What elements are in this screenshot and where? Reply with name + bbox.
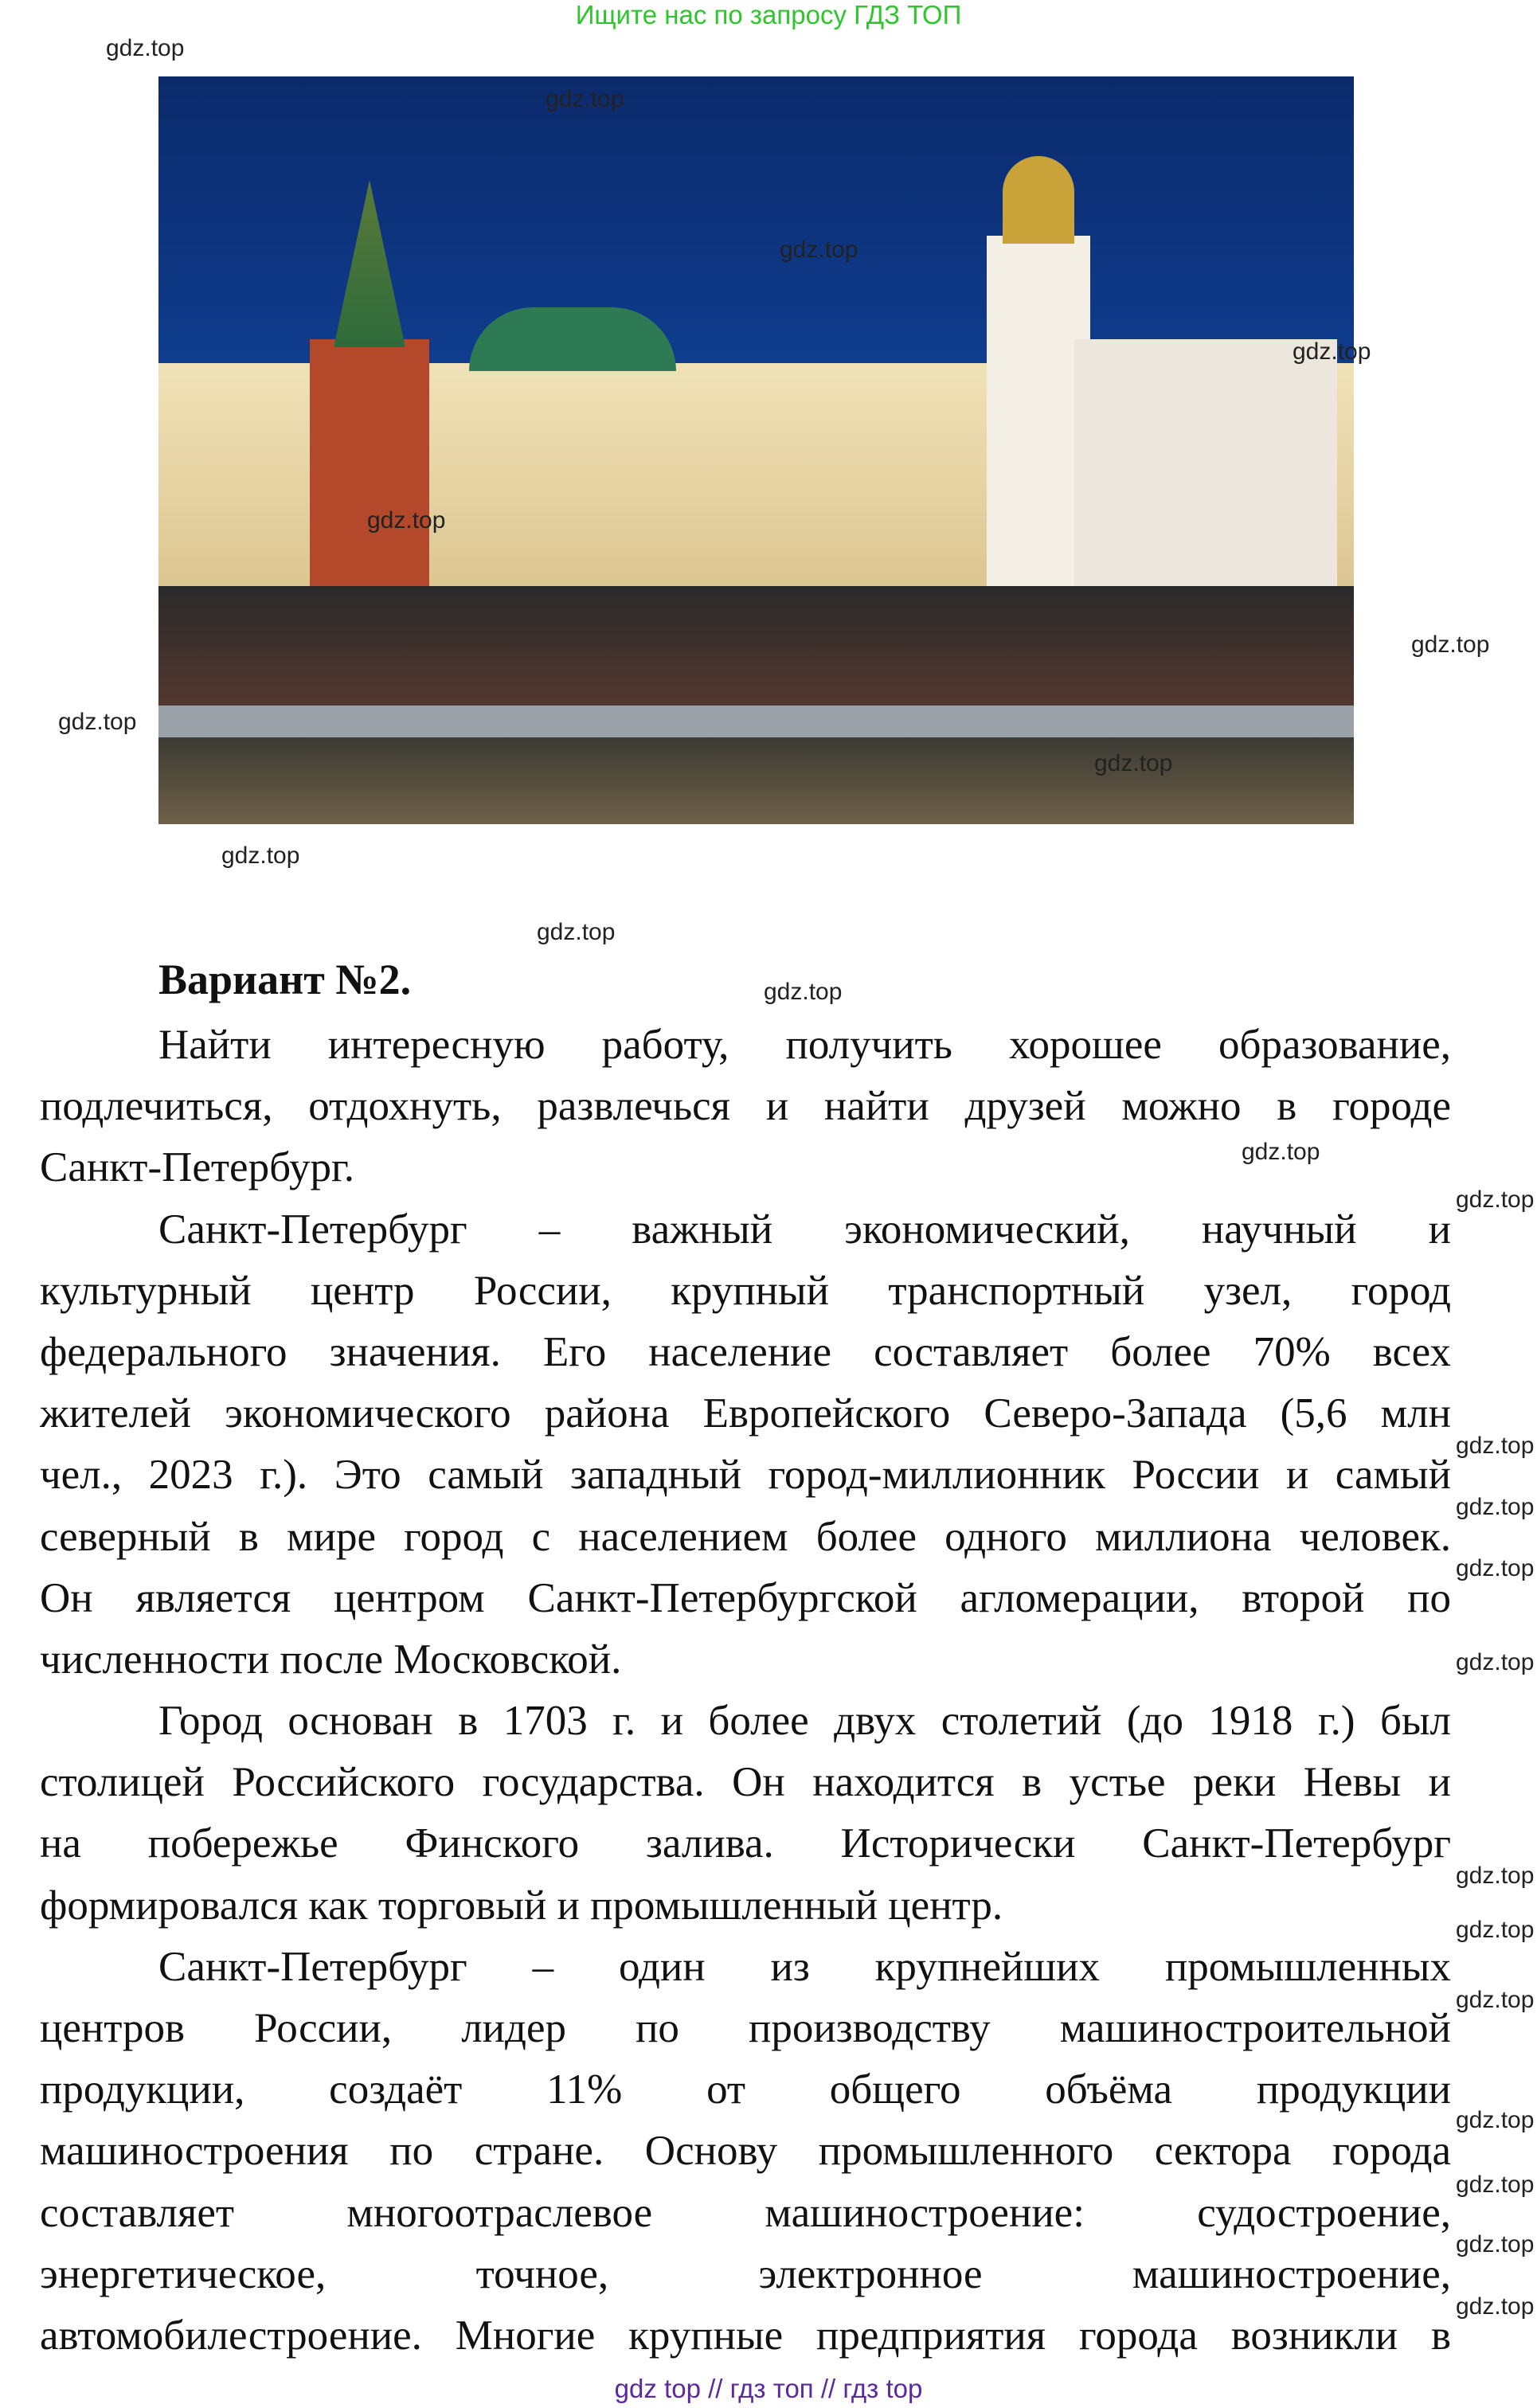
golden-dome (1003, 156, 1074, 244)
watermark: gdz.top (1456, 1433, 1535, 1459)
watermark: gdz.top (1293, 338, 1371, 365)
text-line: формировался как торговый и промышленный центр. (40, 1882, 1003, 1929)
watermark: gdz.top (1456, 1863, 1535, 1889)
text-line: Город основан в 1703 г. и более двух столетий (до 1918 г.) был (158, 1698, 1451, 1745)
text-line: жителей экономического района Европейского Северо-Запада (5,6 млн (40, 1390, 1451, 1437)
watermark: gdz.top (1094, 750, 1173, 776)
river (158, 737, 1354, 824)
watermark: gdz.top (1411, 631, 1490, 658)
text-line: продукции, создаёт 11% от общего объёма продукции (40, 2066, 1451, 2113)
text-line: энергетическое, точное, электронное машиностроение, (40, 2250, 1451, 2297)
watermark: gdz.top (106, 35, 185, 61)
text-line: подлечиться, отдохнуть, развлечься и найти друзей можно в городе (40, 1083, 1451, 1130)
watermark: gdz.top (764, 979, 843, 1005)
text-line: Санкт-Петербург. (40, 1144, 355, 1191)
text-line: федерального значения. Его население составляет более 70% всех (40, 1328, 1451, 1375)
watermark: gdz.top (1456, 1649, 1535, 1675)
watermark: gdz.top (546, 86, 624, 112)
kremlin-photo (158, 76, 1354, 824)
watermark: gdz.top (367, 507, 446, 534)
watermark: gdz.top (1456, 1917, 1535, 1943)
watermark: gdz.top (1242, 1139, 1320, 1165)
text-line: Санкт-Петербург – важный экономический, научный и (158, 1206, 1451, 1253)
watermark: gdz.top (1456, 2231, 1535, 2258)
watermark: gdz.top (1456, 2107, 1535, 2133)
text-line: культурный центр России, крупный транспортный узел, город (40, 1267, 1451, 1314)
body-text (40, 1014, 1451, 2367)
watermark: gdz.top (1456, 2293, 1535, 2320)
watermark: gdz.top (1456, 1494, 1535, 1520)
tower-spire (334, 180, 405, 347)
text-line: Санкт-Петербург – один из крупнейших промышленных (158, 1943, 1451, 1990)
watermark: gdz.top (780, 236, 858, 263)
text-line: столицей Российского государства. Он находится в устье реки Невы и (40, 1759, 1451, 1806)
text-line: на побережье Финского залива. Исторически Санкт-Петербург (40, 1820, 1451, 1867)
text-line: составляет многоотраслевое машиностроение: судостроение, (40, 2189, 1451, 2236)
watermark: gdz.top (537, 919, 616, 945)
watermark: gdz.top (1456, 2172, 1535, 2198)
search-banner[interactable]: Ищите нас по запросу ГДЗ ТОП (575, 0, 962, 29)
variant-heading: Вариант №2. (158, 956, 412, 1003)
bridge (158, 706, 1354, 737)
text-line: северный в мире город с населением более одного миллиона человек. (40, 1513, 1451, 1560)
text-line: Найти интересную работу, получить хорошее образование, (158, 1022, 1451, 1068)
watermark: gdz.top (1456, 1987, 1535, 2013)
footer-link[interactable]: gdz top // гдз топ // гдз top (614, 2374, 923, 2403)
text-line: автомобилестроение. Многие крупные предприятия города возникли в (40, 2312, 1451, 2359)
text-line: Он является центром Санкт-Петербургской агломерации, второй по (40, 1574, 1451, 1621)
watermark: gdz.top (1456, 1186, 1535, 1213)
palace-dome (469, 307, 676, 371)
watermark: gdz.top (1456, 1555, 1535, 1581)
text-line: центров России, лидер по производству машиностроительной (40, 2005, 1451, 2051)
watermark: gdz.top (221, 842, 300, 869)
text-line: машиностроения по стране. Основу промышленного сектора города (40, 2128, 1451, 2175)
watermark: gdz.top (58, 709, 137, 735)
text-line: чел., 2023 г.). Это самый западный город-миллионник России и самый (40, 1452, 1451, 1499)
text-line: численности после Московской. (40, 1636, 622, 1683)
